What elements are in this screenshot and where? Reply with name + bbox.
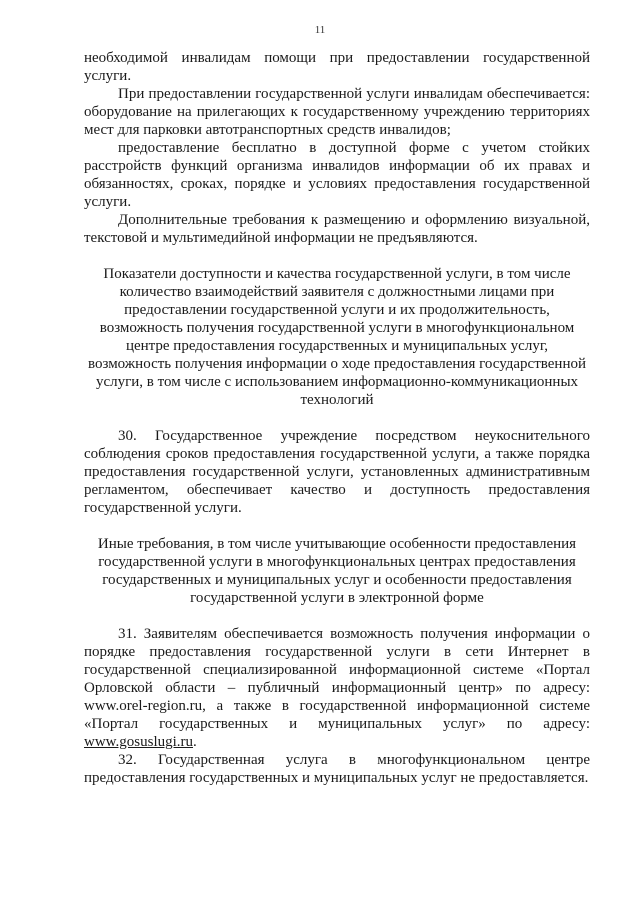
paragraph-parking: При предоставлении государственной услуги инвалидам обеспечивается: оборудование на прилегающих к государственному учреждению территориях мест для парковки автотранспортных средств инвалидов; [84, 86, 590, 138]
section-heading-accessibility: Показатели доступности и качества государственной услуги, в том числе количество взаимодействий заявителя с должностными лицами при предоставлении государственной услуги и их продолжительность, возможность получения государственной услуги в многофункциональном центре предоставления государственных и муниципальных услуг, возможность получения информации о ходе предоставления государственной услуги, в том числе с использованием информационно-коммуникационных технологий [88, 266, 586, 408]
paragraph-continuation: необходимой инвалидам помощи при предоставлении государственной услуги. [84, 50, 590, 84]
item-30: 30. Государственное учреждение посредством неукоснительного соблюдения сроков предоставления государственной услуги, а также порядка предоставления государственной услуги, установленных административным регламентом, обеспечивает качество и доступность предоставления государственной услуги. [84, 428, 590, 516]
paragraph-additional-requirements: Дополнительные требования к размещению и оформлению визуальной, текстовой и мультимедийной информации не предъявляются. [84, 212, 590, 246]
item-31-end: . [193, 734, 197, 750]
item-31 [84, 625, 590, 751]
section-heading-other-requirements: Иные требования, в том числе учитывающие особенности предоставления государственной услуги в многофункциональных центрах предоставления государственных и муниципальных услуг и особенности предоставления государственной услуги в электронной форме [97, 536, 577, 606]
page-content [84, 49, 590, 787]
paragraph-free-information: предоставление бесплатно в доступной форме с учетом стойких расстройств функций организма инвалидов информации об их правах и обязанностях, сроках, порядке и условиях предоставления государственной услуги. [84, 140, 590, 210]
gosuslugi-link[interactable]: www.gosuslugi.ru [84, 734, 194, 750]
item-32: 32. Государственная услуга в многофункциональном центре предоставления государственных и муниципальных услуг не предоставляется. [84, 752, 590, 786]
item-31-text: 31. Заявителям обеспечивается возможность получения информации о порядке предоставления государственной услуги в сети Интернет в государственной специализированной информационной системе «Портал Орловской области – публичный информационный центр» по адресу: www.orel-region.ru, а также в государственной информационной системе «Портал государственных и муниципальных услуг» по адресу: [84, 626, 590, 732]
page-number: 11 [314, 24, 326, 36]
